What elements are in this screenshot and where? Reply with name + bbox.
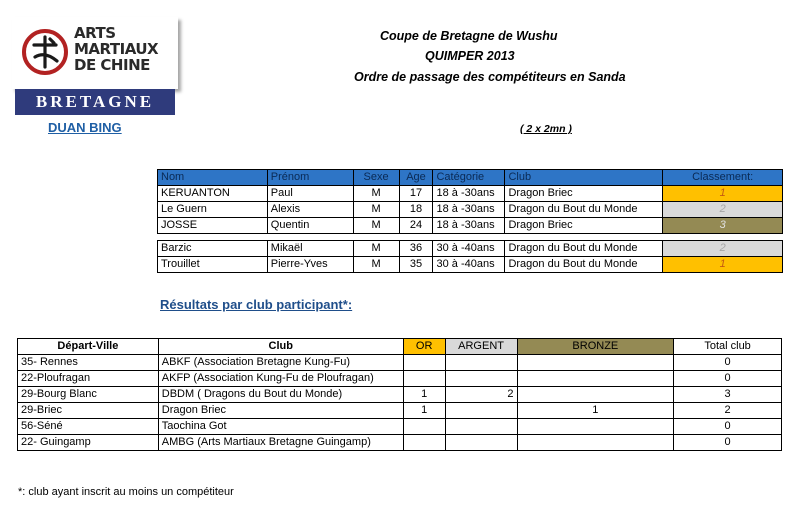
result-club: AMBG (Arts Martiaux Bretagne Guingamp) — [158, 435, 403, 451]
competitor-sexe: M — [353, 257, 399, 273]
competitor-rank: 1 — [663, 257, 783, 273]
result-club: ABKF (Association Bretagne Kung-Fu) — [158, 355, 403, 371]
result-total: 2 — [674, 403, 782, 419]
footnote: *: club ayant inscrit au moins un compétiteur — [18, 486, 234, 498]
competitor-categorie: 30 à -40ans — [433, 241, 505, 257]
competitor-age: 35 — [399, 257, 433, 273]
competitors-table — [157, 169, 783, 273]
result-total: 0 — [674, 355, 782, 371]
col-prenom: Prénom — [267, 170, 353, 186]
results-row — [18, 435, 782, 451]
competitors-header-row — [158, 170, 783, 186]
header-line-3: Ordre de passage des compétiteurs en Sanda — [354, 70, 626, 84]
competitor-categorie: 18 à -30ans — [433, 202, 505, 218]
competitor-prenom: Alexis — [267, 202, 353, 218]
results-row — [18, 419, 782, 435]
competitor-sexe: M — [353, 218, 399, 234]
col-bronze: BRONZE — [517, 339, 674, 355]
result-total: 3 — [674, 387, 782, 403]
logo-brand — [74, 25, 178, 73]
competitor-prenom: Quentin — [267, 218, 353, 234]
result-club: AKFP (Association Kung-Fu de Ploufragan) — [158, 371, 403, 387]
result-club: Taochina Got — [158, 419, 403, 435]
col-categorie: Catégorie — [433, 170, 505, 186]
competitor-nom: Barzic — [158, 241, 268, 257]
result-argent — [445, 403, 517, 419]
result-argent — [445, 371, 517, 387]
competitor-sexe: M — [353, 202, 399, 218]
logo-top — [12, 17, 178, 89]
competitor-prenom: Mikaël — [267, 241, 353, 257]
competitor-club: Dragon du Bout du Monde — [505, 257, 663, 273]
col-sexe: Sexe — [353, 170, 399, 186]
competitor-row — [158, 241, 783, 257]
result-or: 1 — [403, 387, 445, 403]
competitor-nom: Le Guern — [158, 202, 268, 218]
group-2 — [158, 241, 783, 273]
results-row — [18, 371, 782, 387]
result-or — [403, 371, 445, 387]
group-gap — [158, 234, 783, 241]
competitor-age: 36 — [399, 241, 433, 257]
competitor-categorie: 18 à -30ans — [433, 186, 505, 202]
col-age: Age — [399, 170, 433, 186]
results-table — [17, 338, 782, 451]
competitor-nom: KERUANTON — [158, 186, 268, 202]
result-club: Dragon Briec — [158, 403, 403, 419]
result-bronze — [517, 419, 674, 435]
result-total: 0 — [674, 435, 782, 451]
result-ville: 56-Séné — [18, 419, 159, 435]
competitor-prenom: Pierre-Yves — [267, 257, 353, 273]
result-or — [403, 435, 445, 451]
result-argent — [445, 355, 517, 371]
col-club: Club — [158, 339, 403, 355]
competitor-club: Dragon Briec — [505, 218, 663, 234]
competitor-age: 17 — [399, 186, 433, 202]
competitor-rank: 1 — [663, 186, 783, 202]
result-argent: 2 — [445, 387, 517, 403]
results-row — [18, 355, 782, 371]
results-row — [18, 387, 782, 403]
competitor-club: Dragon Briec — [505, 186, 663, 202]
competitor-nom: Trouillet — [158, 257, 268, 273]
result-ville: 22- Guingamp — [18, 435, 159, 451]
col-nom: Nom — [158, 170, 268, 186]
competitor-rank: 2 — [663, 202, 783, 218]
result-argent — [445, 419, 517, 435]
results-title: Résultats par club participant*: — [160, 297, 353, 312]
logo-line-3: DE CHINE — [74, 56, 150, 74]
competitor-age: 24 — [399, 218, 433, 234]
results-row — [18, 403, 782, 419]
result-ville: 29-Briec — [18, 403, 159, 419]
result-bronze — [517, 435, 674, 451]
result-or — [403, 419, 445, 435]
competitor-sexe: M — [353, 241, 399, 257]
competitor-categorie: 30 à -40ans — [433, 257, 505, 273]
logo — [12, 17, 178, 117]
logo-line-2: MARTIAUX — [74, 40, 159, 58]
result-or: 1 — [403, 403, 445, 419]
col-ville: Départ-Ville — [18, 339, 159, 355]
competitor-row — [158, 202, 783, 218]
result-club: DBDM ( Dragons du Bout du Monde) — [158, 387, 403, 403]
result-ville: 35- Rennes — [18, 355, 159, 371]
competitor-club: Dragon du Bout du Monde — [505, 202, 663, 218]
result-bronze — [517, 371, 674, 387]
competitor-nom: JOSSE — [158, 218, 268, 234]
header-line-2: QUIMPER 2013 — [425, 49, 515, 63]
results-header-row — [18, 339, 782, 355]
col-club: Club — [505, 170, 663, 186]
result-bronze — [517, 355, 674, 371]
competitor-age: 18 — [399, 202, 433, 218]
logo-line-1: ARTS — [74, 24, 116, 42]
duration-label: ( 2 x 2mn ) — [520, 123, 572, 135]
header-line-1: Coupe de Bretagne de Wushu — [380, 29, 558, 43]
competitor-rank: 3 — [663, 218, 783, 234]
col-argent: ARGENT — [445, 339, 517, 355]
col-or: OR — [403, 339, 445, 355]
seal-icon — [20, 27, 70, 77]
competitor-club: Dragon du Bout du Monde — [505, 241, 663, 257]
competitor-row — [158, 257, 783, 273]
group-1 — [158, 186, 783, 234]
result-argent — [445, 435, 517, 451]
col-total: Total club — [674, 339, 782, 355]
result-bronze: 1 — [517, 403, 674, 419]
competitor-sexe: M — [353, 186, 399, 202]
competitor-row — [158, 186, 783, 202]
result-ville: 29-Bourg Blanc — [18, 387, 159, 403]
col-classement: Classement: — [663, 170, 783, 186]
competitor-prenom: Paul — [267, 186, 353, 202]
result-or — [403, 355, 445, 371]
result-ville: 22-Ploufragan — [18, 371, 159, 387]
competitor-categorie: 18 à -30ans — [433, 218, 505, 234]
duan-bing-label[interactable]: DUAN BING — [48, 120, 122, 135]
competitor-rank: 2 — [663, 241, 783, 257]
result-bronze — [517, 387, 674, 403]
result-total: 0 — [674, 419, 782, 435]
competitor-row — [158, 218, 783, 234]
result-total: 0 — [674, 371, 782, 387]
logo-region: BRETAGNE — [15, 89, 175, 115]
results-body — [18, 355, 782, 451]
